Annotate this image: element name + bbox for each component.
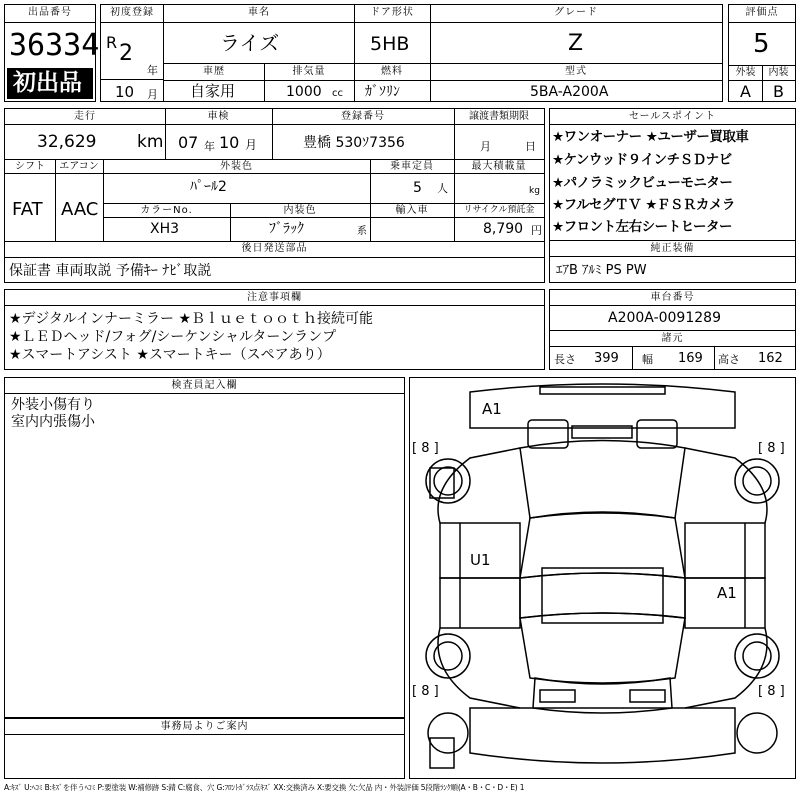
registration-month: 10 [115,83,135,101]
inspector-label: 検査員記入欄 [171,380,238,391]
grade-label: グレード [554,7,598,18]
standard-equipment-box [549,240,796,283]
registration-year: 2 [119,41,133,66]
recycle-value: 8,790 [483,221,524,237]
caution-box [4,289,545,370]
max-load-label: 最大積載量 [471,161,527,172]
plate-value: 豊橋 530ｿ7356 [303,135,405,151]
lot-number: 36334 [9,28,100,63]
damage-mark: A1 [482,400,502,418]
capacity-value: 5 [413,180,422,196]
exterior-color-label: 外装色 [220,161,253,172]
sales-point-line: ★ワンオーナー ★ユーザー買取車 [552,129,749,145]
registration-box [100,4,164,102]
model-value: 5BA-A200A [530,84,609,100]
inspector-note: 外装小傷有り [11,397,95,413]
color-no-value: XH3 [150,221,180,237]
fuel-value: ｶﾞｿﾘﾝ [365,84,400,100]
import-label: 輸入車 [395,205,429,216]
mileage-label: 走行 [74,111,96,122]
dimensions-label: 諸元 [661,333,684,344]
interior-color-label: 内装色 [283,205,317,216]
recycle-label: リサイクル預託金 [463,205,535,215]
exterior-score: A [740,82,751,101]
sales-points-box [549,108,796,241]
mileage-value: 32,629 [37,132,97,152]
office-box [4,718,405,779]
sales-point-line: ★パノラミックビューモニター [552,175,733,191]
score-box [728,4,796,102]
displacement-value: 1000 [286,84,322,100]
color-no-label: カラーNo. [140,205,193,216]
score-label: 評価点 [745,7,779,18]
displacement-label: 排気量 [292,66,326,77]
inspection-month: 10 [219,133,240,152]
exterior-label: 外装 [735,67,756,78]
grade-value: Z [568,31,584,56]
caution-label: 注意事項欄 [247,292,302,303]
lot-box [4,4,100,102]
interior-color-value: ﾌﾞﾗｯｸ [269,221,304,237]
inspection-label: 車検 [207,111,230,122]
damage-mark: U1 [470,551,491,569]
displacement-unit: cc [332,88,343,99]
transfer-day: 日 [525,140,536,153]
tire-front-left-grade: [ 8 ] [412,441,439,456]
sales-point-line: ★フロント左右シートヒーター [552,219,733,235]
registration-era: R [106,33,118,52]
tire-rear-right-grade: [ 8 ] [758,684,785,699]
ac-value: AAC [61,199,99,220]
inspector-note: 室内内張傷小 [11,414,95,430]
interior-score: B [773,82,784,101]
name-label: 車名 [248,7,270,18]
registration-label: 初度登録 [110,7,154,18]
sales-point-line: ★ケンウッド９インチＳＤナビ [552,152,732,168]
length-value: 399 [594,351,619,366]
shift-value: FAT [12,199,43,220]
sales-points-label: セールスポイント [628,111,717,122]
caution-line: ★ＬＥＤヘッド/フォグ/シーケンシャルターンランプ [9,329,337,345]
width-value: 169 [678,351,703,366]
inspector-box [4,377,405,718]
length-label: 長さ [554,353,576,366]
later-parts-value: 保証書 車両取説 予備ｷｰ ﾅﾋﾞ取説 [9,263,212,279]
first-listing-text: 初出品 [13,70,82,96]
capacity-label: 乗車定員 [390,161,434,172]
height-value: 162 [758,351,783,366]
transfer-label: 譲渡書類期限 [469,111,529,122]
damage-diagram-box [409,377,796,779]
standard-equipment-value: ｴｱB ｱﾙﾐ PS PW [556,263,647,278]
plate-label: 登録番号 [341,111,385,122]
inspection-year: 07 [178,133,199,152]
office-label: 事務局よりご案内 [160,721,249,732]
standard-equipment-label: 純正装備 [650,243,695,254]
month-unit: 月 [147,88,158,101]
door-type: 5HB [370,33,410,55]
tire-rear-left-grade: [ 8 ] [412,684,439,699]
lot-label: 出品番号 [28,7,72,18]
shift-label: シフト [15,161,45,172]
sales-point-line: ★フルセグＴＶ ★ＦＳＲカメラ [552,197,735,213]
capacity-unit: 人 [437,182,448,195]
interior-color-unit: 系 [357,226,367,237]
spec-box [4,108,545,283]
year-unit: 年 [147,64,158,77]
car-name: ライズ [220,31,280,55]
damage-mark: A1 [717,584,737,602]
transfer-month: 月 [480,140,491,153]
inspection-month-unit: 月 [245,138,258,152]
ac-label: エアコン [59,161,99,172]
height-label: 高さ [718,353,740,366]
recycle-unit: 円 [531,224,542,237]
tire-front-right-grade: [ 8 ] [758,441,785,456]
door-label: ドア形状 [370,7,414,18]
mileage-unit: km [137,132,164,152]
main-info-box [163,4,723,102]
history-label: 車歴 [203,66,225,77]
exterior-color-value: ﾊﾟｰﾙ2 [190,179,227,195]
caution-line: ★スマートアシスト ★スマートキー（スペアあり） [9,347,331,363]
chassis-box [549,289,796,370]
fuel-label: 燃料 [381,66,403,77]
chassis-label: 車台番号 [650,292,695,303]
max-load-unit: kg [529,186,540,196]
later-parts-label: 後日発送部品 [241,243,308,254]
legend-text: A:ｷｽﾞ U:ﾍｺﾐ B:ｷｽﾞを伴うﾍｺﾐ P:要塗装 W:補修跡 S:錆 C:腐食、穴 G:ﾌﾛﾝﾄｶﾞﾗｽ点ｷｽﾞ XX:交換済み X:要交換 欠:欠品 内・外装評価 5段階ﾗﾝｸ順(A・B・C・D・E) 1 [4,783,525,792]
chassis-number: A200A-0091289 [608,310,721,326]
car-diagram [410,378,795,778]
history-value: 自家用 [190,82,236,100]
caution-line: ★デジタルインナーミラー ★Ｂｌｕｅｔｏｏｔｈ接続可能 [9,311,374,327]
interior-label: 内装 [768,67,789,78]
score-value: 5 [753,29,770,59]
inspection-year-unit: 年 [204,140,215,153]
model-label: 型式 [565,66,587,77]
width-label: 幅 [642,353,653,366]
